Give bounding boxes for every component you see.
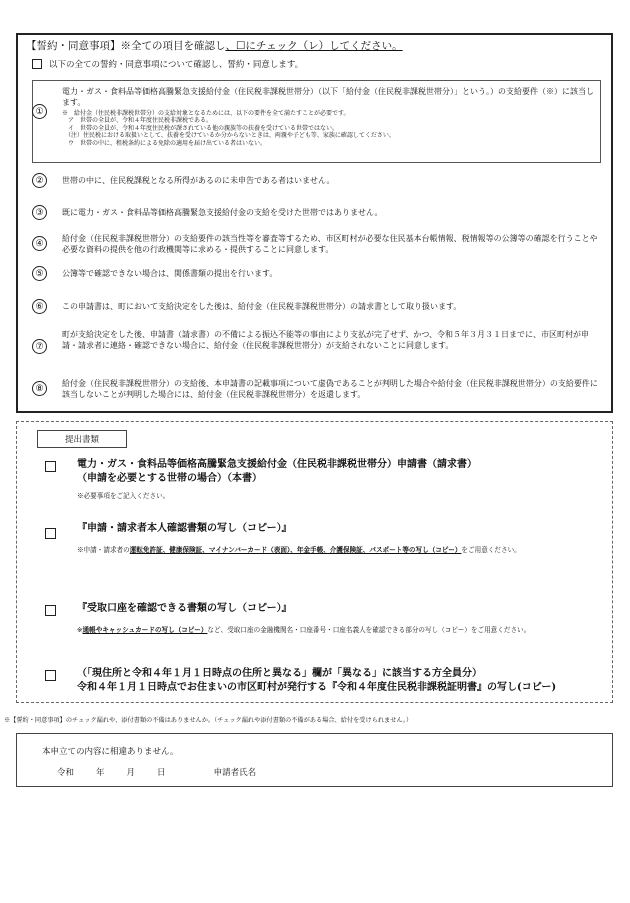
item-number: ③ <box>32 205 47 220</box>
note-line: イ 世帯の全員が、令和４年度住民税が課されている他の親族等の扶養を受けている世帯ではない。 <box>62 124 339 132</box>
note-tail: をご用意ください。 <box>461 546 521 554</box>
pledge-item-5 <box>32 268 601 279</box>
note-line: （注）住民税における取扱いとして、扶養を受けているか分からないときは、両親や子ども等、家族に確認してください。 <box>62 132 395 140</box>
month-label: 月 <box>126 768 136 778</box>
agree-all-label: 以下の全ての誓約・同意事項について確認し、誓約・同意します。 <box>49 60 304 70</box>
item-number: ⑥ <box>32 299 47 314</box>
note-underlined: 運転免許証、健康保険証、マイナンバーカード（表面）、年金手帳、介護保険証、パスポート等の写し（コピー） <box>129 546 462 554</box>
pledge-item-8 <box>32 378 601 400</box>
item1-notes <box>62 110 601 147</box>
pledge-header-text: 【誓約・同意事項】※全ての項目を確認し <box>26 40 226 52</box>
pledge-section <box>16 33 613 413</box>
pledge-header <box>26 38 403 53</box>
note-plain: ※申請・請求者の <box>77 546 130 554</box>
document-item-1 <box>45 458 600 501</box>
document-note <box>77 626 600 635</box>
day-label: 日 <box>157 768 166 778</box>
item-number: ⑧ <box>32 381 47 396</box>
item-text: 公簿等で確認できない場合は、関係書類の提出を行います。 <box>62 269 278 278</box>
footnote: ※【誓約・同意事項】のチェック漏れや、添付書類の不備はありませんか。（チェック漏れや添付書類の不備がある場合、給付を受けられません。） <box>4 717 413 724</box>
note-line: ア 世帯の全員が、令和４年度住民税非課税である。 <box>62 117 213 125</box>
document-title: 『申請・請求者本人確認書類の写し（コピー）』 <box>77 523 292 534</box>
documents-section <box>16 421 613 703</box>
year-label: 年 <box>96 768 105 778</box>
note-plain: ※ <box>77 626 83 634</box>
item-text: 町が支給決定をした後、申請書（請求書）の不備による振込不能等の事由により支払が完了せず、かつ、令和５年３月３１日までに、市区町村が申請・請求者に連絡・確認できない場合に、給付金（住民税非課税世帯分）が支給されないことに同意します。 <box>62 330 590 350</box>
agree-all-row[interactable] <box>32 58 303 70</box>
pledge-item-7 <box>32 329 601 351</box>
document-note <box>77 546 600 555</box>
month-field[interactable] <box>105 766 127 778</box>
declaration-section <box>16 733 613 787</box>
applicant-name-label: 申請者氏名 <box>213 768 257 778</box>
note-line: ウ 世帯の中に、租税条約による免除の適用を届け出ている者はいない。 <box>62 139 267 147</box>
day-field[interactable] <box>135 766 157 778</box>
document-title: 『受取口座を確認できる書類の写し（コピー）』 <box>77 603 292 614</box>
pledge-header-underlined: 、☐にチェック（レ）してください。 <box>225 40 403 52</box>
agree-all-checkbox[interactable] <box>32 59 42 69</box>
document-item-3 <box>45 602 600 635</box>
item-number: ⑤ <box>32 266 47 281</box>
note-line: ※ 給付金（住民税非課税世帯分）の支給対象となるためには、以下の要件を全て満たすことが必要です。 <box>62 110 350 117</box>
spacer <box>166 766 214 778</box>
note-tail: など、受取口座の金融機関名・口座番号・口座名義人を確認できる部分の写し（コピー）をご用意ください。 <box>207 626 531 634</box>
document-title: （「現住所と令和４年１月１日時点の住所と異なる」欄が「異なる」に該当する方全員分） 令和４年１月１日時点でお住まいの市区町村が発行する『令和４年度住民税非課税証明書』の写し(コピー) <box>77 668 557 693</box>
document-item-4 <box>45 667 600 695</box>
item-number: ④ <box>32 236 47 251</box>
item-number: ② <box>32 173 47 188</box>
item-number: ① <box>32 104 47 119</box>
item-number: ⑦ <box>32 339 47 354</box>
document-item-2 <box>45 522 600 555</box>
item-text: 電力・ガス・食料品等価格高騰緊急支援給付金（住民税非課税世帯分）（以下「給付金（住民税非課税世帯分）」という。）の支給要件（※）に該当します。 <box>62 87 594 107</box>
pledge-item-3 <box>32 207 601 218</box>
item-text: 給付金（住民税非課税世帯分）の支給要件の該当性等を審査等するため、市区町村が必要な住民基本台帳情報、税情報等の公簿等の確認を行うことや必要な資料の提供を他の行政機関等に求める・提供することに同意します。 <box>62 234 598 254</box>
document-4-checkbox[interactable] <box>45 670 56 681</box>
item-text: この申請書は、町において支給決定をした後は、給付金（住民税非課税世帯分）の請求書として取り扱います。 <box>62 302 462 311</box>
document-note: ※必要事項をご記入ください。 <box>77 492 170 500</box>
documents-tab-label: 提出書類 <box>37 430 127 448</box>
item-text: 給付金（住民税非課税世帯分）の支給後、本申請書の記載事項について虚偽であることが判明した場合や給付金（住民税非課税世帯分）の支給要件に該当しないことが判明した場合には、給付金（住民税非課税世帯分）を返還します。 <box>62 379 598 399</box>
item-text: 世帯の中に、住民税課税となる所得があるのに未申告である者はいません。 <box>62 176 335 185</box>
pledge-item-2 <box>32 175 601 186</box>
year-field[interactable] <box>74 766 96 778</box>
note-underlined: 通帳やキャッシュカードの写し（コピー） <box>82 626 208 634</box>
pledge-item-6 <box>32 301 601 312</box>
document-2-checkbox[interactable] <box>45 528 56 539</box>
pledge-item-1 <box>32 86 601 147</box>
era-label: 令和 <box>57 768 75 778</box>
document-1-checkbox[interactable] <box>45 461 56 472</box>
item-text: 既に電力・ガス・食料品等価格高騰緊急支援給付金の支給を受けた世帯ではありません。 <box>62 208 383 217</box>
document-3-checkbox[interactable] <box>45 605 56 616</box>
pledge-item-4 <box>32 233 601 255</box>
document-title: 電力・ガス・食料品等価格高騰緊急支援給付金（住民税非課税世帯分）申請書（請求書） （申請を必要とする世帯の場合）（本書） <box>77 459 477 484</box>
signature-row <box>57 766 256 778</box>
declaration-text: 本申立ての内容に相違ありません。 <box>42 747 179 757</box>
